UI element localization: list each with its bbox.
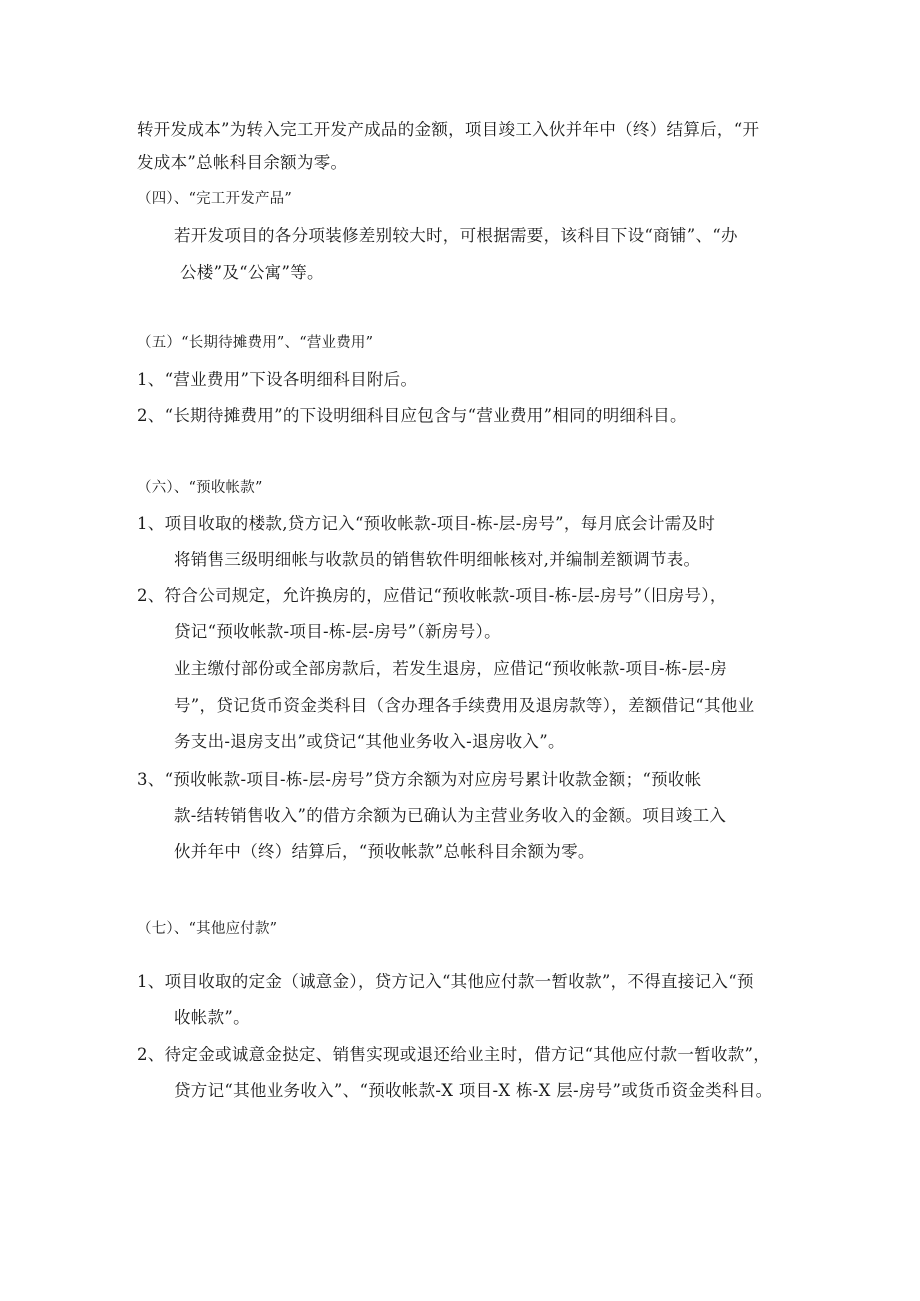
- paragraph-line: 公楼”及“公寓”等。: [180, 263, 324, 282]
- list-item: 1、项目收取的楼款,贷方记入“预收帐款-项目-栋-层-房号”，每月底会计需及时: [137, 514, 716, 533]
- section-heading-4: （四）、“完工开发产品”: [137, 191, 292, 207]
- paragraph-line: 若开发项目的各分项装修差别较大时，可根据需要，该科目下设“商铺”、“办: [174, 226, 738, 245]
- list-item: 1、“营业费用”下设各明细科目附后。: [137, 370, 418, 389]
- paragraph-line: 贷记“预收帐款-项目-栋-层-房号”（新房号）。: [174, 622, 501, 641]
- list-item: 3、“预收帐款-项目-栋-层-房号”贷方余额为对应房号累计收款金额；“预收帐: [137, 770, 702, 789]
- list-item: 1、项目收取的定金（诚意金），贷方记入“其他应付款一暂收款”，不得直接记入“预: [137, 972, 754, 991]
- list-item: 2、待定金或诚意金挞定、销售实现或退还给业主时，借方记“其他应付款一暂收款”，: [137, 1045, 771, 1064]
- section-heading-7: （七）、“其他应付款”: [137, 921, 278, 937]
- paragraph-line: 款-结转销售收入”的借方余额为已确认为主营业务收入的金额。项目竣工入: [174, 806, 727, 825]
- paragraph-line: 将销售三级明细帐与收款员的销售软件明细帐核对,并编制差额调节表。: [174, 550, 701, 569]
- paragraph-line: 转开发成本”为转入完工开发产成品的金额，项目竣工入伙并年中（终）结算后，“开: [137, 120, 760, 139]
- paragraph-line: 发成本”总帐科目余额为零。: [137, 153, 348, 172]
- list-item: 2、“长期待摊费用”的下设明细科目应包含与“营业费用”相同的明细科目。: [137, 406, 687, 425]
- paragraph-line: 业主缴付部份或全部房款后，若发生退房，应借记“预收帐款-项目-栋-层-房: [174, 659, 728, 678]
- list-item: 2、符合公司规定，允许换房的，应借记“预收帐款-项目-栋-层-房号”（旧房号），: [137, 586, 727, 605]
- section-heading-6: （六）、“预收帐款”: [137, 480, 263, 496]
- paragraph-line: 务支出-退房支出”或贷记“其他业务收入-退房收入”。: [174, 732, 565, 751]
- paragraph-line: 号”，贷记货币资金类科目（含办理各手续费用及退房款等），差额借记“其他业: [174, 696, 755, 715]
- paragraph-line: 伙并年中（终）结算后，“预收帐款”总帐科目余额为零。: [174, 842, 595, 861]
- section-heading-5: （五）“长期待摊费用”、“营业费用”: [137, 335, 374, 351]
- paragraph-line: 收帐款”。: [174, 1008, 250, 1027]
- paragraph-line: 贷方记“其他业务收入”、“预收帐款-X 项目-X 栋-X 层-房号”或货币资金类科目。: [174, 1081, 773, 1100]
